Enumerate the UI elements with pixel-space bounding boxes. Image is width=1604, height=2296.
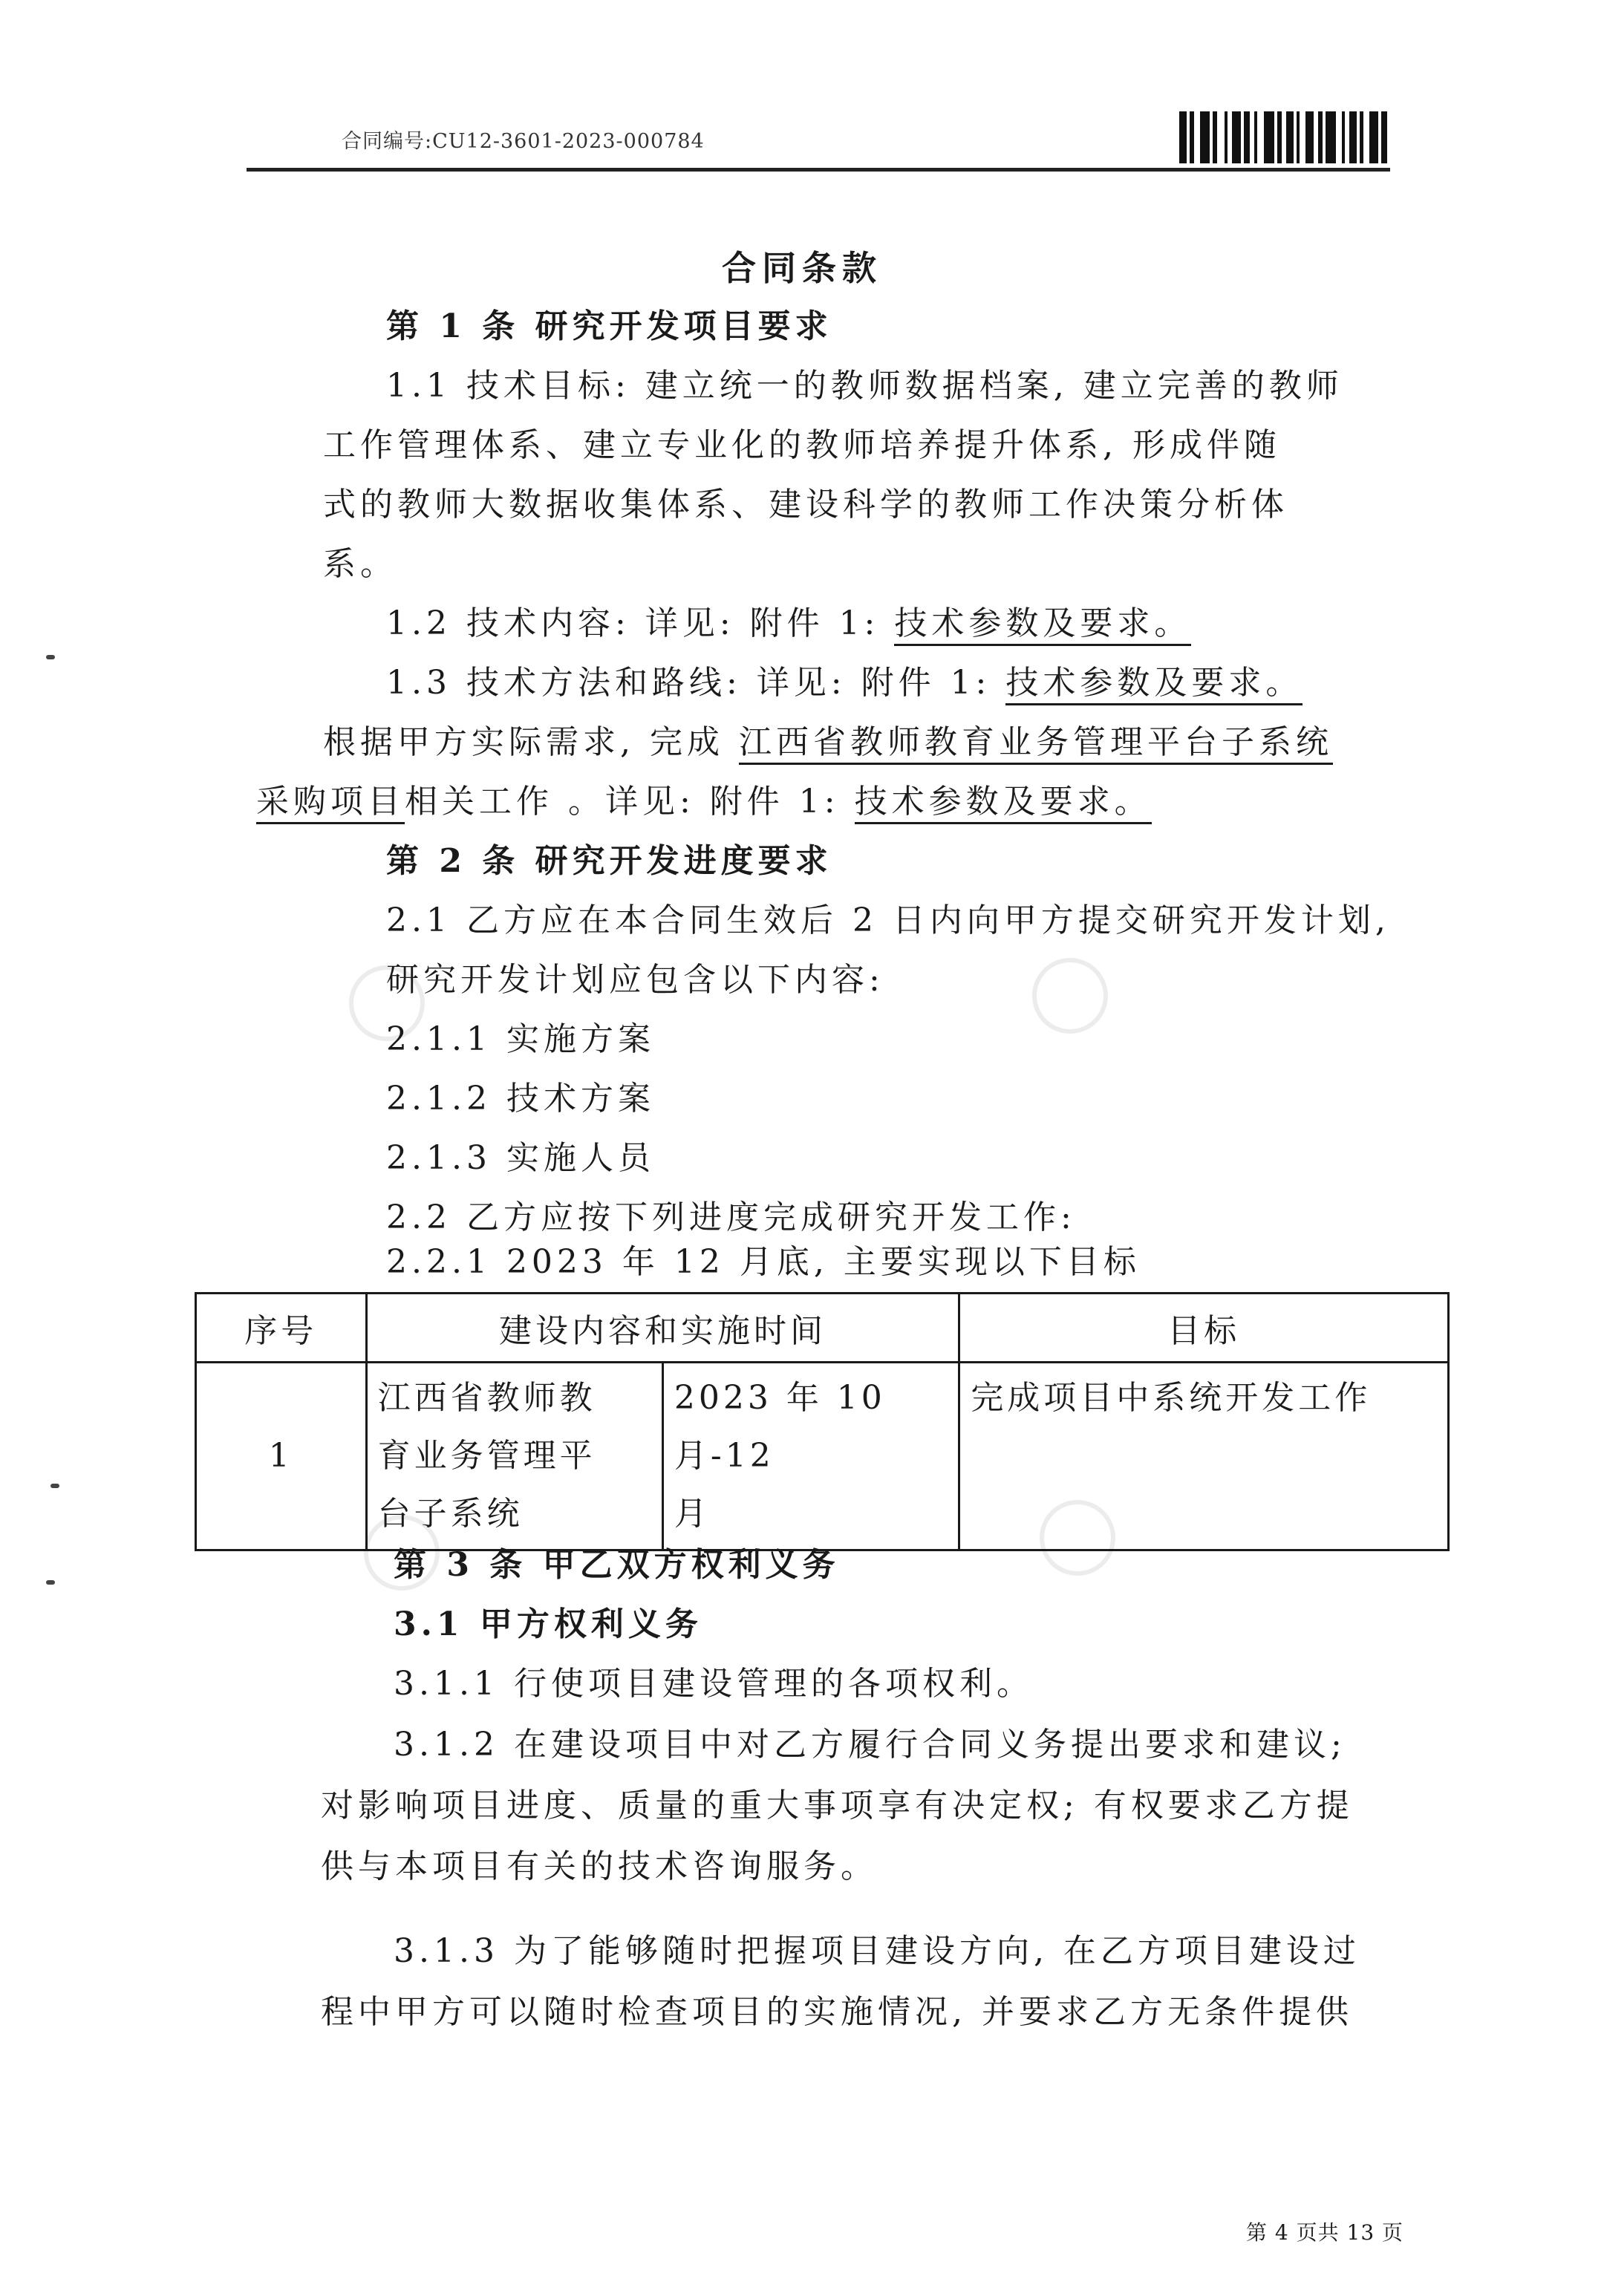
content-line: 台子系统 — [377, 1495, 524, 1533]
para-3-1-2-line: 供与本项目有关的技术咨询服务。 — [321, 1847, 878, 1885]
attachment-1-reference: 技术参数及要求。 — [855, 783, 1152, 824]
scan-mark — [46, 1580, 55, 1585]
content-line: 江西省教师教 — [377, 1379, 596, 1417]
attachment-1-reference: 技术参数及要求。 — [894, 604, 1191, 646]
basis-line-1 — [323, 713, 1333, 772]
attachment-1-reference: 技术参数及要求。 — [1005, 664, 1303, 705]
page-number: 第 4 页共 13 页 — [1246, 2220, 1404, 2245]
para-1-1-line: 工作管理体系、建立专业化的教师培养提升体系, 形成伴随 — [323, 426, 1281, 464]
project-name: 江西省教师教育业务管理平台子系统 — [739, 723, 1333, 765]
para-2-2: 2.2 乙方应按下列进度完成研究开发工作: — [386, 1198, 1076, 1236]
table-header: 序号 — [196, 1294, 367, 1363]
table-row — [196, 1363, 1449, 1550]
project-name-cont: 采购项目 — [256, 783, 405, 824]
para-1-1-line: 1.1 技术目标: 建立统一的教师数据档案, 建立完善的教师 — [386, 367, 1343, 405]
time-line: 月 — [674, 1495, 711, 1533]
para-3-1: 3.1 甲方权利义务 — [394, 1605, 702, 1643]
table-cell-time — [662, 1363, 959, 1550]
table-header-row — [196, 1294, 1449, 1363]
basis-mid: 相关工作 。详见: 附件 1: — [405, 783, 855, 821]
table-header: 目标 — [959, 1294, 1449, 1363]
para-3-1-3-line: 程中甲方可以随时检查项目的实施情况, 并要求乙方无条件提供 — [321, 1993, 1353, 2031]
para-1-2-label: 1.2 技术内容: 详见: 附件 1: — [386, 604, 895, 642]
para-1-3 — [386, 653, 1303, 713]
table-cell-goal: 完成项目中系统开发工作 — [959, 1363, 1449, 1550]
contract-number: 合同编号:CU12-3601-2023-000784 — [342, 130, 705, 153]
barcode — [1179, 111, 1387, 163]
table-cell-no: 1 — [196, 1363, 367, 1550]
section-3-heading: 第 3 条 甲乙双方权利义务 — [394, 1546, 840, 1584]
basis-line-2 — [256, 772, 1152, 832]
para-2-1-2: 2.1.2 技术方案 — [386, 1080, 655, 1118]
table-header: 建设内容和实施时间 — [366, 1294, 959, 1363]
para-2-2-1: 2.2.1 2023 年 12 月底, 主要实现以下目标 — [386, 1243, 1141, 1281]
schedule-table — [195, 1292, 1450, 1551]
table-cell-content — [366, 1363, 662, 1550]
header-rule — [247, 168, 1390, 172]
time-line: 2023 年 10 月-12 — [674, 1379, 886, 1475]
para-2-1-line: 研究开发计划应包含以下内容: — [386, 961, 884, 999]
section-1-heading: 第 1 条 研究开发项目要求 — [386, 307, 832, 345]
para-3-1-2-line: 对影响项目进度、质量的重大事项享有决定权; 有权要求乙方提 — [321, 1787, 1354, 1824]
content-line: 育业务管理平 — [377, 1437, 596, 1475]
section-2-heading: 第 2 条 研究开发进度要求 — [386, 842, 832, 880]
scan-mark — [50, 1484, 59, 1488]
para-1-3-label: 1.3 技术方法和路线: 详见: 附件 1: — [386, 664, 1006, 702]
para-2-1-3: 2.1.3 实施人员 — [386, 1139, 655, 1177]
para-1-1-line: 系。 — [323, 545, 397, 583]
scan-mark — [46, 655, 55, 659]
china-unicom-watermark-icon — [1032, 958, 1108, 1034]
clause-title: 合同条款 — [722, 248, 882, 288]
basis-label: 根据甲方实际需求, 完成 — [323, 723, 739, 761]
para-2-1-1: 2.1.1 实施方案 — [386, 1020, 655, 1058]
para-1-1-line: 式的教师大数据收集体系、建设科学的教师工作决策分析体 — [323, 486, 1288, 524]
para-2-1-line: 2.1 乙方应在本合同生效后 2 日内向甲方提交研究开发计划, — [386, 901, 1390, 939]
para-3-1-1: 3.1.1 行使项目建设管理的各项权利。 — [394, 1665, 1034, 1703]
para-3-1-3-line: 3.1.3 为了能够随时把握项目建设方向, 在乙方项目建设过 — [394, 1932, 1360, 1970]
para-1-2 — [386, 594, 1191, 653]
para-3-1-2-line: 3.1.2 在建设项目中对乙方履行合同义务提出要求和建议; — [394, 1726, 1346, 1764]
